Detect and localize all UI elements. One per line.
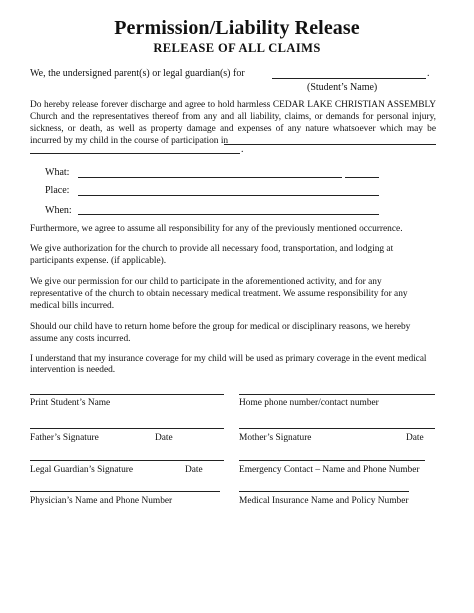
guardian-date-label: Date bbox=[185, 465, 203, 475]
physician-label: Physician’s Name and Phone Number bbox=[30, 496, 173, 506]
when-label: When: bbox=[45, 205, 72, 216]
release-line-3: sickness, or death, as well as property damage and expenses of any nature whatsoever which may be bbox=[30, 124, 436, 134]
mothers-signature-line[interactable] bbox=[239, 428, 435, 429]
insurance-line-2: intervention is needed. bbox=[30, 365, 116, 375]
emergency-contact-label: Emergency Contact – Name and Phone Number bbox=[239, 465, 420, 475]
release-line-1: Do hereby release forever discharge and agree to hold harmless CEDAR LAKE CHRISTIAN ASSEMBLY bbox=[30, 100, 436, 110]
activity-field-part1[interactable] bbox=[224, 144, 436, 145]
fathers-signature-label: Father’s Signature bbox=[30, 433, 99, 443]
emergency-contact-line[interactable] bbox=[239, 460, 425, 461]
student-name-caption: (Student’s Name) bbox=[307, 82, 378, 93]
form-subtitle: RELEASE OF ALL CLAIMS bbox=[153, 41, 321, 55]
mothers-signature-label: Mother’s Signature bbox=[239, 433, 312, 443]
what-field[interactable] bbox=[78, 177, 342, 178]
legal-guardian-signature-label: Legal Guardian’s Signature bbox=[30, 465, 134, 475]
when-field[interactable] bbox=[78, 214, 379, 215]
permission-line-2: representative of the church to obtain necessary medical treatment. We assume responsibility for any bbox=[30, 289, 408, 299]
student-name-field[interactable] bbox=[272, 78, 426, 79]
home-phone-label: Home phone number/contact number bbox=[239, 398, 379, 408]
student-name-signature-line[interactable] bbox=[30, 394, 224, 395]
mothers-date-label: Date bbox=[406, 433, 424, 443]
insurance-label: Medical Insurance Name and Policy Number bbox=[239, 496, 409, 506]
insurance-line-1: I understand that my insurance coverage for my child will be used as primary coverage in the event medical bbox=[30, 353, 427, 363]
release-period: . bbox=[241, 144, 244, 155]
legal-guardian-signature-line[interactable] bbox=[30, 460, 224, 461]
what-field-extension[interactable] bbox=[345, 177, 379, 178]
permission-line-1: We give our permission for our child to participate in the aforementioned activity, and for any bbox=[30, 277, 382, 287]
authorization-line-1: We give authorization for the church to provide all necessary food, transportation, and lodging at bbox=[30, 244, 394, 254]
fathers-date-label: Date bbox=[155, 433, 173, 443]
activity-field-part2[interactable] bbox=[30, 153, 240, 154]
intro-period: . bbox=[427, 68, 430, 79]
responsibility-paragraph: Furthermore, we agree to assume all responsibility for any of the previously mentioned occurrence. bbox=[30, 224, 403, 234]
what-label: What: bbox=[45, 167, 70, 178]
form-title: Permission/Liability Release bbox=[114, 17, 360, 39]
fathers-signature-line[interactable] bbox=[30, 428, 224, 429]
release-line-2: Church and the representatives thereof from any and all liability, claims, or demands for personal injury, bbox=[30, 112, 436, 122]
return-home-line-2: assume any costs incurred. bbox=[30, 334, 131, 344]
return-home-line-1: Should our child have to return home before the group for medical or disciplinary reasons, we hereby bbox=[30, 322, 411, 332]
intro-text: We, the undersigned parent(s) or legal guardian(s) for bbox=[30, 68, 245, 79]
insurance-line[interactable] bbox=[239, 491, 409, 492]
place-label: Place: bbox=[45, 185, 70, 196]
place-field[interactable] bbox=[78, 195, 379, 196]
authorization-line-2: participants expense. (if applicable). bbox=[30, 256, 167, 266]
release-line-4: incurred by my child in the course of participation in bbox=[30, 136, 229, 146]
physician-line[interactable] bbox=[30, 491, 220, 492]
permission-line-3: medical bills incurred. bbox=[30, 301, 115, 311]
home-phone-line[interactable] bbox=[239, 394, 435, 395]
print-student-name-label: Print Student’s Name bbox=[30, 398, 111, 408]
